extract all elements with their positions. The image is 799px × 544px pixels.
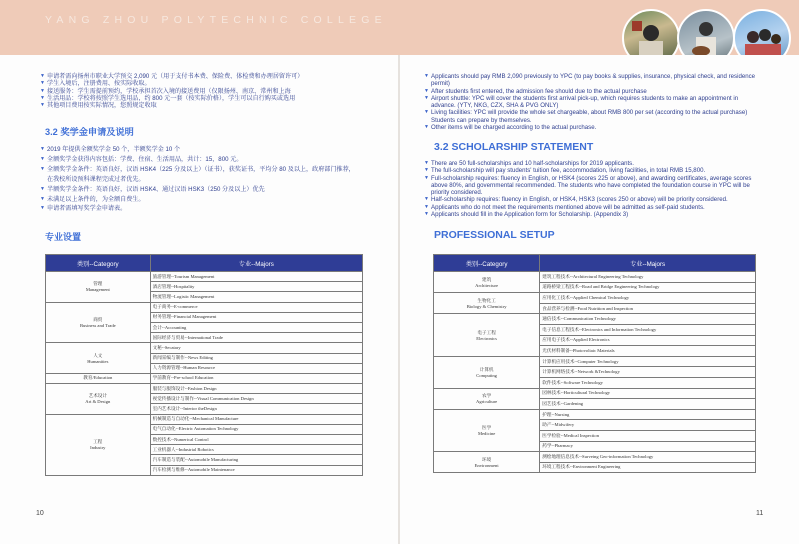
table-row bbox=[434, 356, 756, 367]
major-cell: 园林技术--Horticultural Technology bbox=[540, 388, 756, 399]
column-header-category: 类别--Category bbox=[434, 255, 540, 272]
major-cell: 室内艺术设计--Interior theDesign bbox=[150, 404, 362, 414]
table-row bbox=[46, 384, 363, 394]
list-item: ▼ There are 50 full-scholarships and 10 half-scholarships for 2019 applicants. bbox=[424, 160, 764, 167]
list-item: ▼ 未满足以上条件的，为全额自费生。 bbox=[40, 195, 360, 205]
major-cell: 物流管理--Logistic Management bbox=[150, 292, 362, 302]
table-row bbox=[434, 293, 756, 304]
column-header-majors: 专业--Majors bbox=[540, 255, 756, 272]
major-cell: 电子信息工程技术--Electronics and Information Technology bbox=[540, 324, 756, 335]
table-row bbox=[46, 343, 363, 353]
list-item: ▼ 申请者需向扬州市职业大学预交 2,090 元（用于支付书本费、保险费、体检费和办理居留许可） bbox=[40, 73, 360, 80]
major-cell: 汽车制造与装配--Automobile Manufacturing bbox=[150, 455, 362, 465]
category-cell: 艺术设计 Art & Design bbox=[46, 384, 151, 415]
table-row bbox=[434, 452, 756, 463]
category-cell: 计算机 Computing bbox=[434, 356, 540, 388]
setup-title-en: PROFESSIONAL SETUP bbox=[434, 229, 555, 241]
major-cell: 工业机器人--Industrial Robotics bbox=[150, 445, 362, 455]
list-item: ▼ 学生入境后，注册费用、按实际收取。 bbox=[40, 80, 360, 87]
table-row bbox=[434, 314, 756, 325]
major-cell: 国际经济与贸易--International Trade bbox=[150, 333, 362, 343]
list-item: ▼ The full-scholarship will pay students' tuition fee, accommodation, living facilities, in total RMB 15,800. bbox=[424, 167, 764, 174]
table-row bbox=[46, 302, 363, 312]
category-cell: 人文 Humanities bbox=[46, 343, 151, 374]
major-cell: 人力资源管理--Human Resource bbox=[150, 363, 362, 373]
major-cell: 旅游管理--Tourism Management bbox=[150, 272, 362, 282]
major-cell: 医学检验--Medical Inspection bbox=[540, 430, 756, 441]
list-item: ▼ 2019 年提供全额奖学金 50 个，半额奖学金 10 个 bbox=[40, 145, 360, 155]
list-item: ▼ 生活用品：学校将按照学生选用品，约 800 元一套（按实际价格），学生可以自行购买或选用 bbox=[40, 95, 360, 102]
category-cell: 工程 Industry bbox=[46, 414, 151, 475]
list-item: ▼ 申请者需填写奖学金申请表。 bbox=[40, 204, 360, 214]
major-cell: 新闻采编与制作--News Editing bbox=[150, 353, 362, 363]
page-number-right: 11 bbox=[756, 510, 764, 517]
major-cell: 数控技术--Numerical Control bbox=[150, 435, 362, 445]
table-header-row bbox=[46, 255, 363, 272]
category-cell: 建筑 Architecture bbox=[434, 272, 540, 293]
scholarship-title-cn: 3.2 奖学金申请及说明 bbox=[45, 127, 134, 137]
list-item: ▼ Half-scholarship requires: fluency in English, or HSK4, HSK3 (scores 250 or above) will be priority considered. bbox=[424, 196, 764, 203]
major-cell: 视觉传播设计与制作--Visual Communication Design bbox=[150, 394, 362, 404]
major-cell: 会计--Accounting bbox=[150, 322, 362, 332]
major-cell: 电气自动化--Electric Automation Technology bbox=[150, 424, 362, 434]
list-item: ▼ 半额奖学金条件：英语良好，汉语 HSK4、通过汉语 HSK3（250 分及以上）优先 bbox=[40, 185, 360, 195]
page-number-left: 10 bbox=[36, 510, 44, 517]
major-cell: 酒店管理--Hospitality bbox=[150, 282, 362, 292]
major-cell: 药学--Pharmacy bbox=[540, 441, 756, 452]
major-cell: 护理--Nursing bbox=[540, 409, 756, 420]
list-item: ▼ Airport shuttle: YPC will cover the students first arrival pick-up, which requires students to make an appointment in advance. (YTY, NKG, CZX, SHA & PVG ONLY) bbox=[424, 95, 764, 110]
category-cell: 医学 Medicine bbox=[434, 409, 540, 451]
major-cell: 应用电子技术--Applied Electronics bbox=[540, 335, 756, 346]
major-cell: 汽车检测与维修--Automobile Maintenance bbox=[150, 465, 362, 475]
table-row bbox=[46, 414, 363, 424]
category-cell: 环境 Environment bbox=[434, 452, 540, 473]
scholarship-list-cn bbox=[40, 145, 360, 214]
list-item: ▼ 接送服务：学生需提前预约，学校承担首次入境的接送费用（仅限扬州、南京、常州和上海 bbox=[40, 88, 360, 95]
setup-title-cn: 专业设置 bbox=[45, 232, 82, 242]
list-item: ▼ After students first entered, the admission fee should due to the actual purchase bbox=[424, 88, 764, 95]
list-item: ▼ 其他项目费用按实际情况，您照规定收取 bbox=[40, 102, 360, 109]
column-header-category: 类别--Category bbox=[46, 255, 151, 272]
major-cell: 服装与服饰设计--Fashion Design bbox=[150, 384, 362, 394]
table-row bbox=[434, 272, 756, 283]
list-item: ▼ Applicants who do not meet the requirements mentioned above will be admitted as self-paid students. bbox=[424, 204, 764, 211]
major-cell: 环境工程技术--Environment Engineering bbox=[540, 462, 756, 473]
majors-table-cn bbox=[45, 254, 363, 476]
list-item: ▼ Other items will be charged according to the actual purchase. bbox=[424, 124, 764, 131]
major-cell: 建筑工程技术--Architectural Engineering Technology bbox=[540, 272, 756, 283]
category-cell: 生物化工 Biology & Chemistry bbox=[434, 293, 540, 314]
major-cell: 财务管理--Financial Management bbox=[150, 312, 362, 322]
table-row bbox=[434, 388, 756, 399]
major-cell: 电子商务--E-commerce bbox=[150, 302, 362, 312]
majors-table-en bbox=[433, 254, 756, 473]
list-item: ▼ 全额奖学金条件：英语良好，汉语 HSK4（225 分及以上）（证书），获奖证书，平均分 80 及以上，政府部门推荐，在我校所设预科课程完成过者优先。 bbox=[40, 165, 360, 185]
category-cell: 商贸 Business and Trade bbox=[46, 302, 151, 343]
fees-list-cn bbox=[40, 73, 360, 109]
major-cell: 机械制造与自动化--Mechanical Manufacture bbox=[150, 414, 362, 424]
major-cell: 通信技术--Communication Technology bbox=[540, 314, 756, 325]
category-cell: 电子工程 Electronics bbox=[434, 314, 540, 356]
major-cell: 计算机网络技术--Network &Technology bbox=[540, 367, 756, 378]
major-cell: 文秘--Secatary bbox=[150, 343, 362, 353]
fees-list-en bbox=[424, 73, 764, 131]
major-cell: 光伏材料制备--Photovoltaic Materials bbox=[540, 346, 756, 357]
list-item: ▼ Applicants should pay RMB 2,090 previously to YPC (to pay books & supplies, insurance, physical check, and residence permit) bbox=[424, 73, 764, 88]
list-item: ▼ 全额奖学金获得内容包括：学费、住宿、生活用品，共计：15，800 元。 bbox=[40, 155, 360, 165]
list-item: ▼ Full-scholarship requires: fluency in English, or HSK4 (scores 225 or above), and awarding certificates, average scores above 80%, and governmental recommended. The students who have completed the foundation course in YPC will be priority considered. bbox=[424, 175, 764, 197]
list-item: ▼ Applicants should fill in the Application form for Scholarship. (Appendix 3) bbox=[424, 211, 764, 218]
college-title: YANG ZHOU POLYTECHNIC COLLEGE bbox=[45, 14, 387, 26]
category-cell: 教育/Education bbox=[46, 373, 151, 383]
major-cell: 应用化工技术--Applied Chemical Technology bbox=[540, 293, 756, 304]
table-row bbox=[46, 373, 363, 383]
list-item: ▼ Living facilities: YPC will provide the whole set chargeable, about RMB 800 per set (according to the actual purchase) Students can prepare by themselves. bbox=[424, 109, 764, 124]
major-cell: 测绘地理信息技术--Surveing Geo-information Technology bbox=[540, 452, 756, 463]
major-cell: 软件技术--Software Technology bbox=[540, 377, 756, 388]
column-header-majors: 专业--Majors bbox=[150, 255, 362, 272]
category-cell: 管理 Management bbox=[46, 272, 151, 303]
scholarship-title-en: 3.2 SCHOLARSHIP STATEMENT bbox=[434, 141, 594, 153]
table-row bbox=[46, 272, 363, 282]
book-spine bbox=[398, 55, 400, 544]
scholarship-list-en bbox=[424, 160, 764, 218]
major-cell: 食品营养与检测--Food Nutrition and Inspection bbox=[540, 303, 756, 314]
major-cell: 学前教育--Pre-school Education bbox=[150, 373, 362, 383]
major-cell: 园艺技术--Gardening bbox=[540, 399, 756, 410]
category-cell: 农学 Agriculture bbox=[434, 388, 540, 409]
table-header-row bbox=[434, 255, 756, 272]
major-cell: 计算机应用技术--Computer Technology bbox=[540, 356, 756, 367]
major-cell: 道路桥梁工程技术--Road and Bridge Engineering Technology bbox=[540, 282, 756, 293]
major-cell: 助产--Midwifery bbox=[540, 420, 756, 431]
table-row bbox=[434, 409, 756, 420]
